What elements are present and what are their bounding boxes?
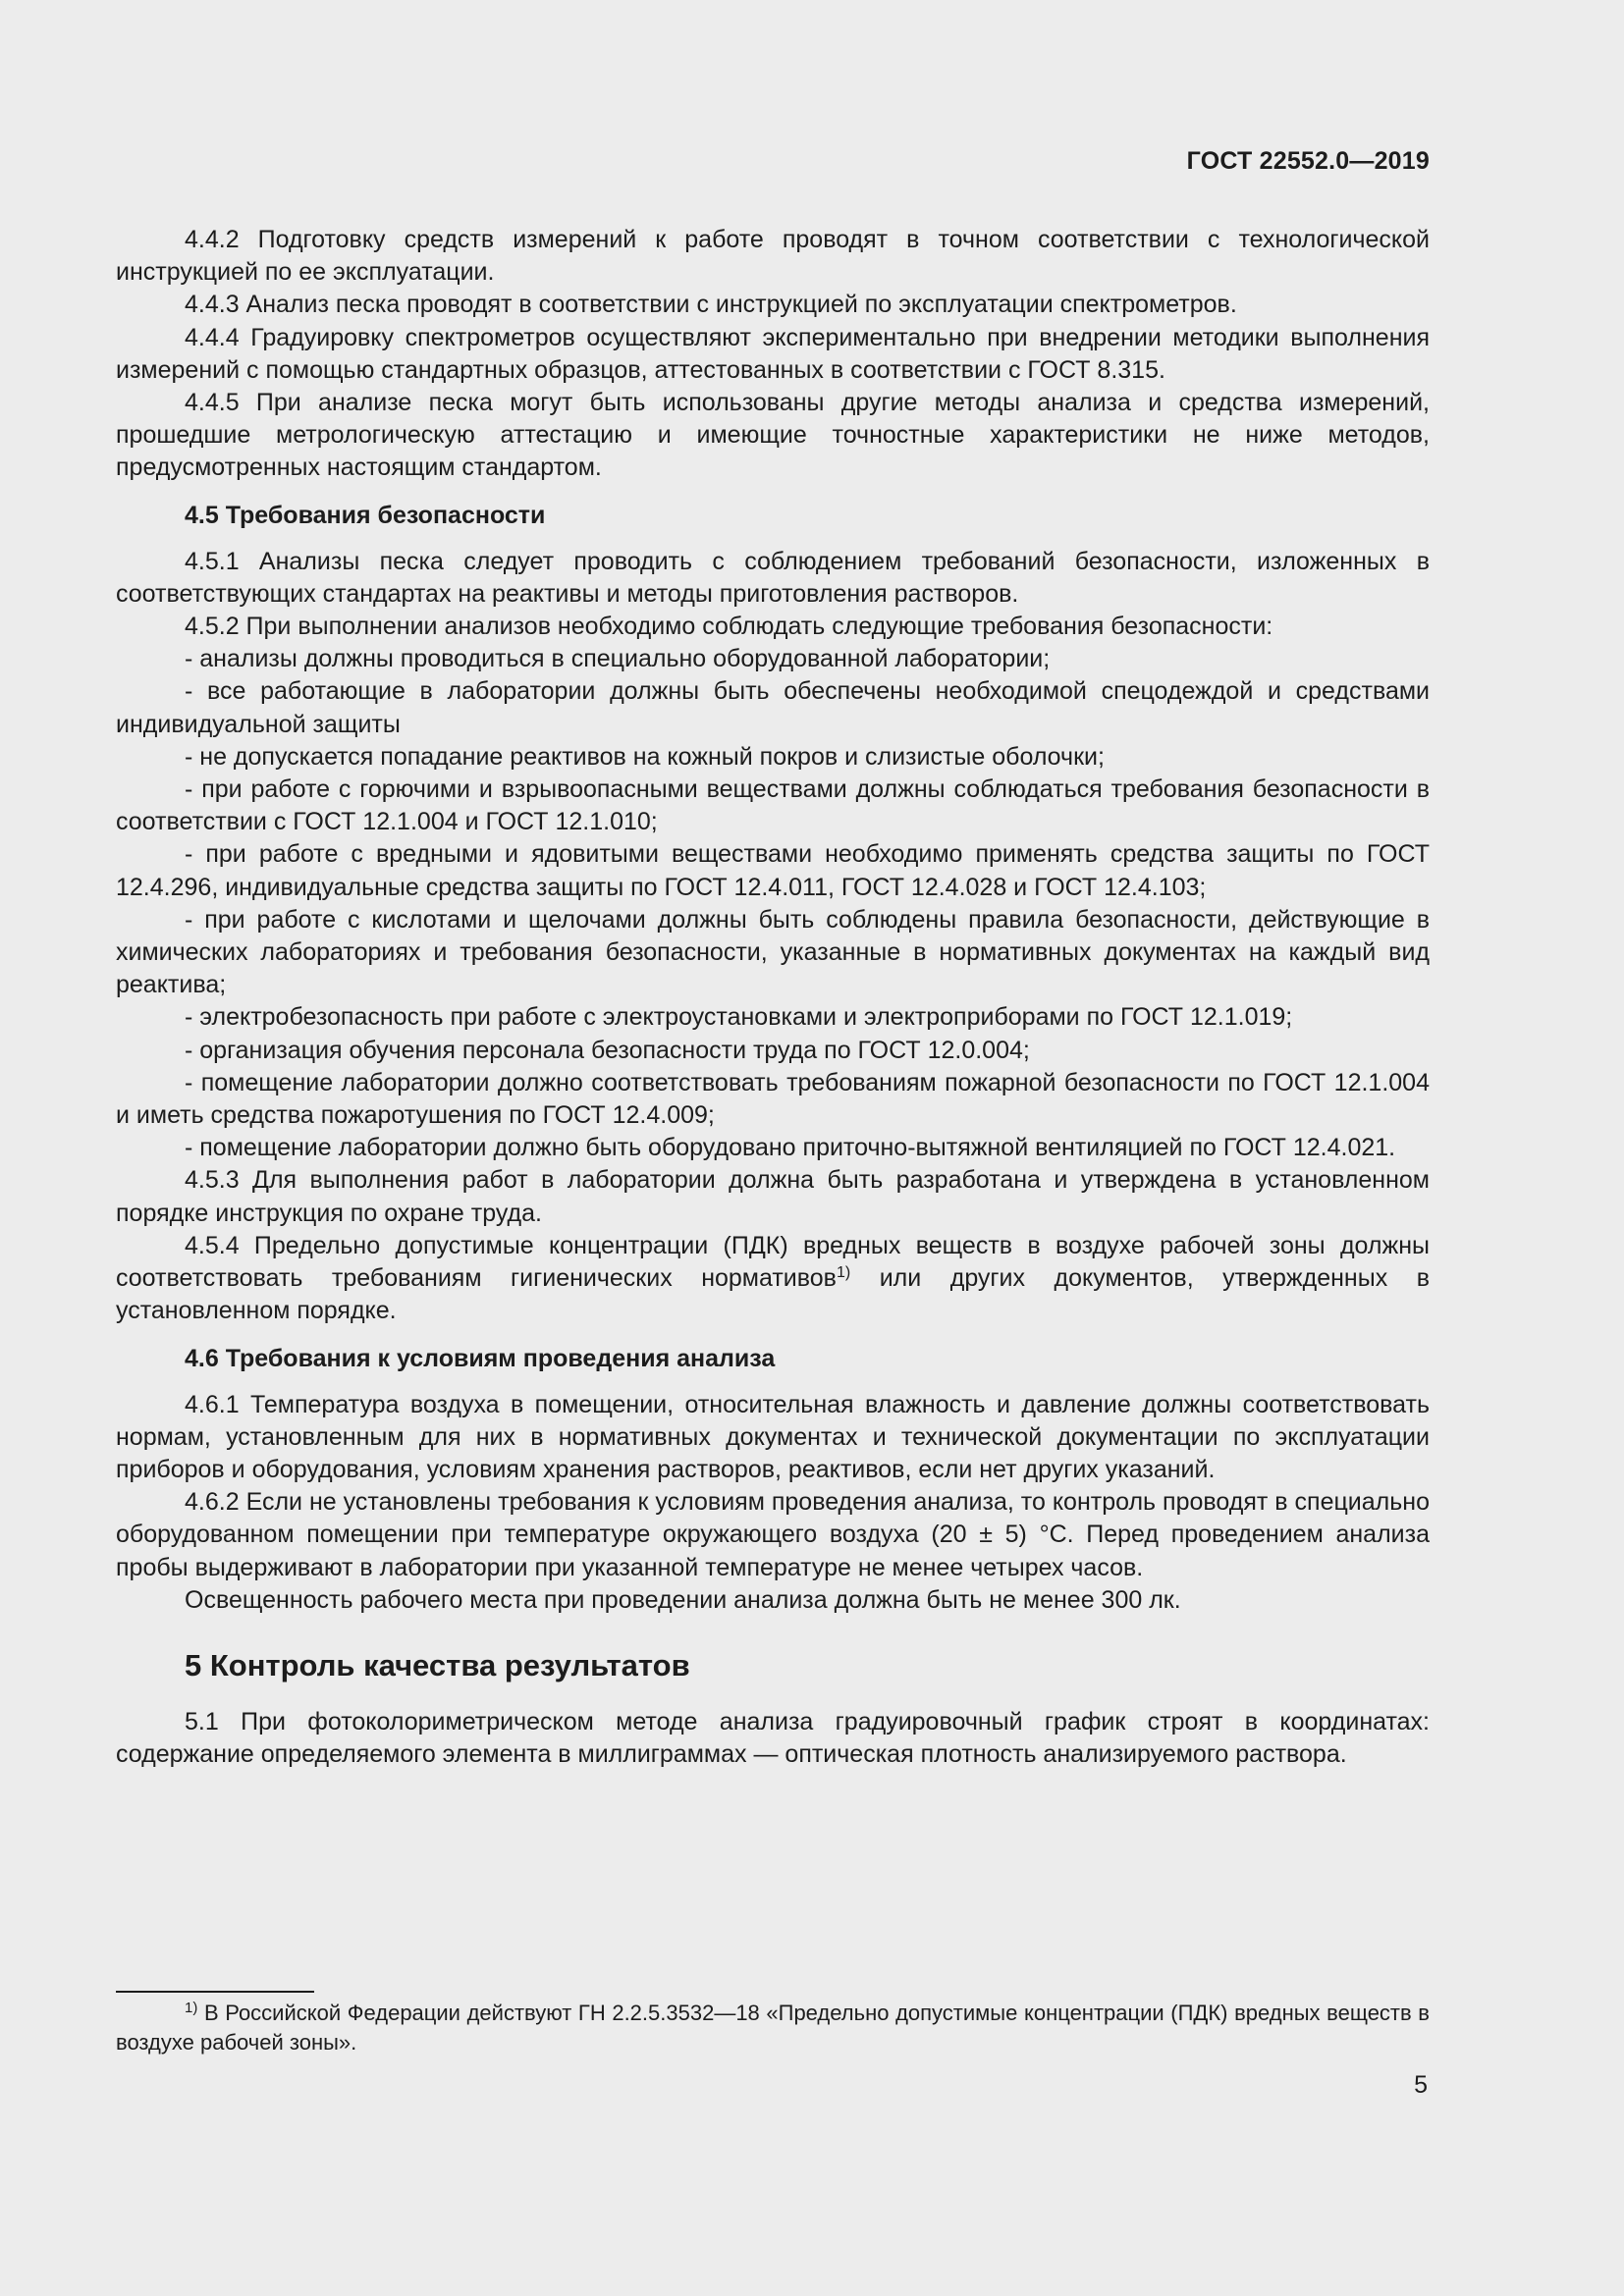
document-body [116, 224, 1430, 1771]
paragraph-4-5-4-text-b: или других документов, утвержденных в установленном порядке. [116, 1264, 1430, 1325]
paragraph-4-4-3: 4.4.3 Анализ песка проводят в соответствии с инструкцией по эксплуатации спектрометров. [185, 291, 1237, 319]
paragraph-4-4-5: 4.4.5 При анализе песка могут быть использованы другие методы анализа и средства измерений, прошедшие метрологическую аттестацию и имеющие точностные характеристики не ниже методов, предусмотренных настоящим стандартом. [116, 389, 1430, 482]
footnote-text: В Российской Федерации действуют ГН 2.2.5.3532—18 «Предельно допустимые концентрации (ПДК) вредных веществ в воздухе рабочей зоны». [116, 2001, 1430, 2055]
section-heading-5: 5 Контроль качества результатов [185, 1647, 690, 1682]
paragraph-4-5-2: 4.5.2 При выполнении анализов необходимо соблюдать следующие требования безопасности: [185, 613, 1273, 641]
paragraph-4-5-4 [116, 1230, 1430, 1328]
paragraph-4-5-4-text-a: 4.5.4 Предельно допустимые концентрации (ПДК) вредных веществ в воздухе рабочей зоны должны соответствовать требованиям гигиенических нормативов [116, 1231, 1430, 1293]
list-item: - организация обучения персонала безопасности труда по ГОСТ 12.0.004; [185, 1036, 1030, 1064]
section-heading-4-6: 4.6 Требования к условиям проведения анализа [185, 1344, 776, 1372]
list-item: - при работе с вредными и ядовитыми веществами необходимо применять средства защиты по ГОСТ 12.4.296, индивидуальные средства защиты по ГОСТ 12.4.011, ГОСТ 12.4.028 и ГОСТ 12.4.103; [116, 840, 1430, 901]
list-item: - все работающие в лаборатории должны быть обеспечены необходимой спецодеждой и средствами индивидуальной защиты [116, 677, 1430, 738]
list-item: - при работе с кислотами и щелочами должны быть соблюдены правила безопасности, действующие в химических лабораториях и требования безопасности, указанные в нормативных документах на каждый вид реактива; [116, 905, 1430, 999]
paragraph-4-4-2: 4.4.2 Подготовку средств измерений к работе проводят в точном соответствии с технологической инструкцией по ее эксплуатации. [116, 226, 1430, 287]
document-code-header: ГОСТ 22552.0—2019 [1186, 147, 1430, 175]
paragraph-5-1: 5.1 При фотоколориметрическом методе анализа градуировочный график строят в координатах: содержание определяемого элемента в миллиграммах — оптическая плотность анализируемого раствора. [116, 1707, 1430, 1769]
list-item: - электробезопасность при работе с электроустановками и электроприборами по ГОСТ 12.1.019; [185, 1003, 1293, 1032]
list-item: - при работе с горючими и взрывоопасными веществами должны соблюдаться требования безопасности в соответствии с ГОСТ 12.1.004 и ГОСТ 12.1.010; [116, 775, 1430, 836]
paragraph-4-6-2: 4.6.2 Если не установлены требования к условиям проведения анализа, то контроль проводят в специально оборудованном помещении при температуре окружающего воздуха (20 ± 5) °С. Перед проведением анализа пробы выдерживают в лаборатории при указанной температуре не менее четырех часов. [116, 1488, 1430, 1581]
page-number: 5 [1414, 2071, 1428, 2099]
list-item: - анализы должны проводиться в специально оборудованной лаборатории; [185, 645, 1051, 673]
section-heading-4-5: 4.5 Требования безопасности [185, 501, 546, 529]
paragraph-4-5-3: 4.5.3 Для выполнения работ в лаборатории должна быть разработана и утверждена в установленном порядке инструкция по охране труда. [116, 1166, 1430, 1227]
paragraph-illumination: Освещенность рабочего места при проведении анализа должна быть не менее 300 лк. [185, 1585, 1181, 1614]
footnote-mark: 1) [185, 2000, 198, 2016]
footnote [116, 1999, 1430, 2057]
paragraph-4-6-1: 4.6.1 Температура воздуха в помещении, относительная влажность и давление должны соответствовать нормам, установленным для них в нормативных документах и технической документации по эксплуатации приборов и оборудования, условиям хранения растворов, реактивов, если нет других указаний. [116, 1390, 1430, 1483]
footnote-separator [116, 1991, 314, 1993]
list-item: - помещение лаборатории должно соответствовать требованиям пожарной безопасности по ГОСТ 12.1.004 и иметь средства пожаротушения по ГОСТ 12.4.009; [116, 1068, 1430, 1130]
paragraph-4-4-4: 4.4.4 Градуировку спектрометров осуществляют экспериментально при внедрении методики выполнения измерений с помощью стандартных образцов, аттестованных в соответствии с ГОСТ 8.315. [116, 323, 1430, 384]
paragraph-4-5-1: 4.5.1 Анализы песка следует проводить с соблюдением требований безопасности, изложенных в соответствующих стандартах на реактивы и методы приготовления растворов. [116, 547, 1430, 608]
list-item: - помещение лаборатории должно быть оборудовано приточно-вытяжной вентиляцией по ГОСТ 12.4.021. [185, 1134, 1396, 1162]
list-item: - не допускается попадание реактивов на кожный покров и слизистые оболочки; [185, 742, 1105, 771]
footnote-reference[interactable]: 1) [836, 1264, 851, 1282]
